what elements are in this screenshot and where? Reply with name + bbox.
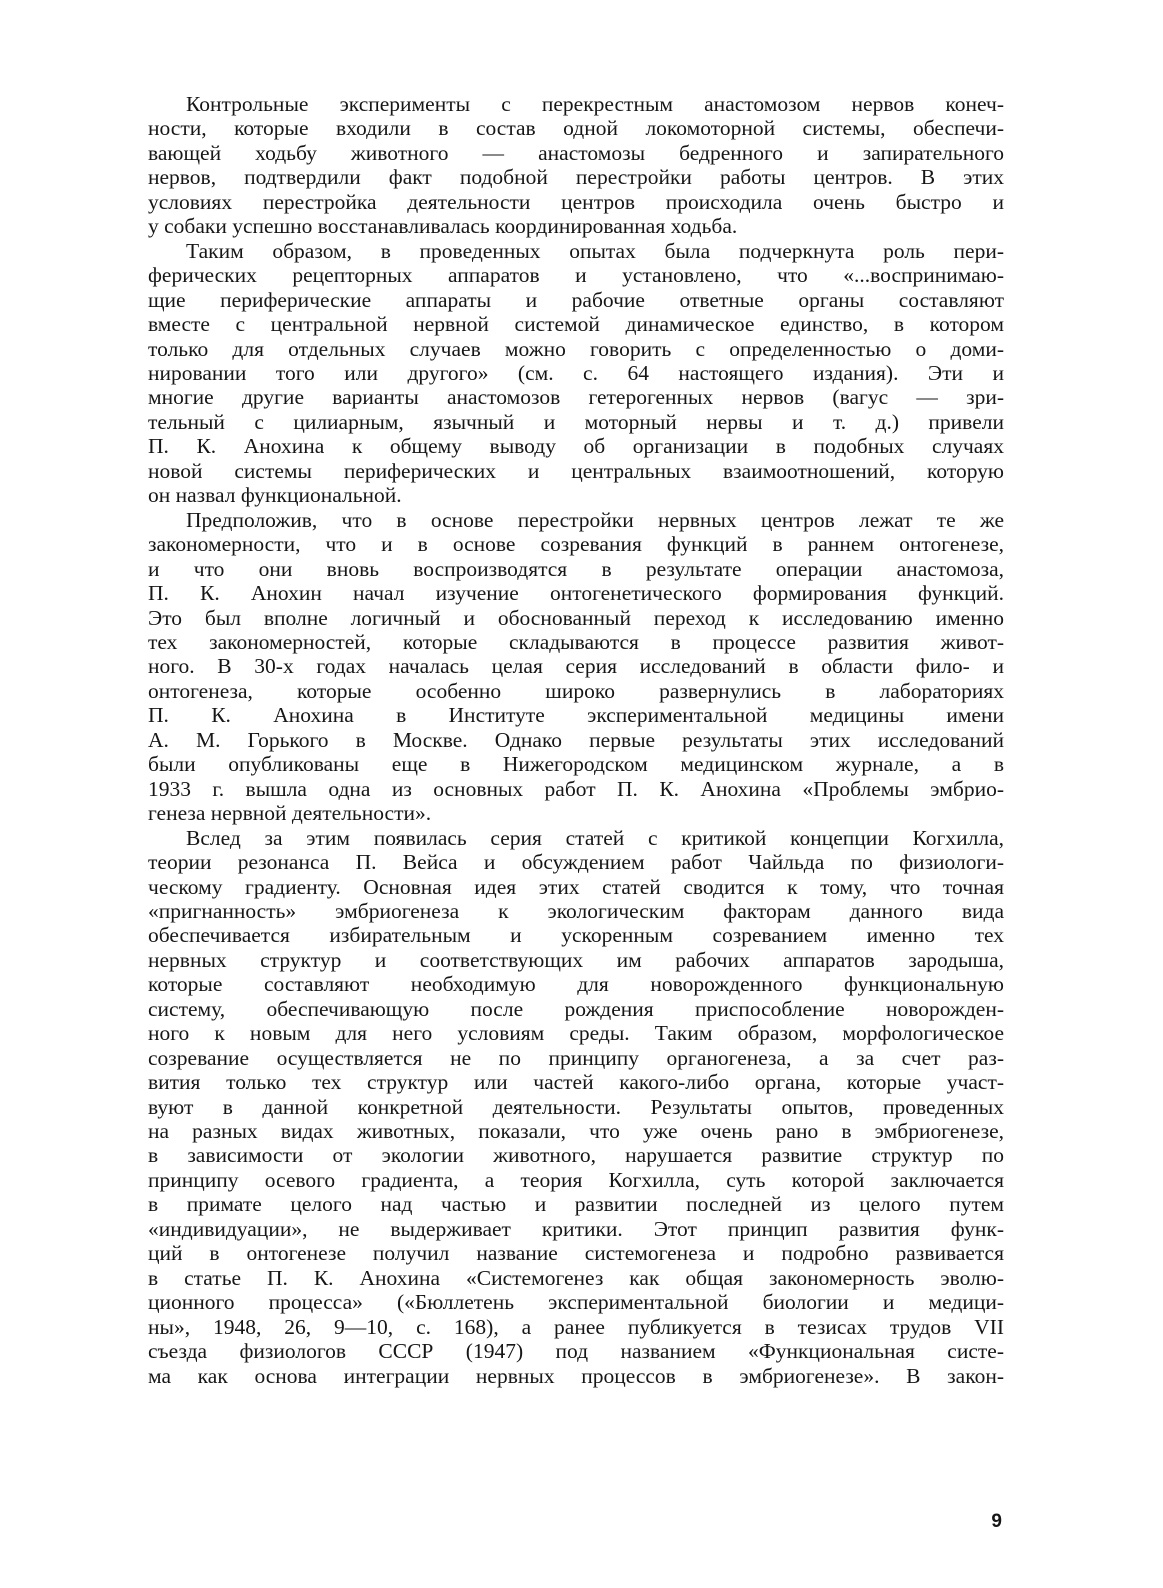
text-line: генеза нервной деятельности». [148,801,432,826]
text-line: новой системы периферических и центральных взаимоотношений, которую [148,458,1004,483]
text-line: в зависимости от экологии животного, нарушается развитие структур по [148,1143,1004,1168]
text-line: и что они вновь воспроизводятся в результате операции анастомоза, [148,556,1004,581]
text-line: Вслед за этим появилась серия статей с критикой концепции Когхилла, [186,825,1004,850]
text-line: Это был вполне логичный и обоснованный переход к исследованию именно [148,605,1004,630]
text-line: Предположив, что в основе перестройки нервных центров лежат те же [186,507,1004,532]
text-line: ности, которые входили в состав одной локомоторной системы, обеспечи- [148,116,1004,141]
text-line: ческому градиенту. Основная идея этих статей сводится к тому, что точная [148,874,1004,899]
document-page [148,92,1004,1388]
text-line: ного к новым для него условиям среды. Таким образом, морфологическое [148,1021,1004,1046]
text-line: только для отдельных случаев можно говорить с определенностью о доми- [148,336,1004,361]
text-line: закономерности, что и в основе созревания функций в раннем онтогенезе, [148,532,1004,557]
text-line: щие периферические аппараты и рабочие ответные органы составляют [148,287,1004,312]
text-line: многие другие варианты анастомозов гетерогенных нервов (вагус — зри- [148,385,1004,410]
text-line: 1933 г. вышла одна из основных работ П. К. Анохина «Проблемы эмбрио- [148,776,1004,801]
paragraph-1 [148,92,1004,239]
paragraph-2 [148,239,1004,508]
text-line: обеспечивается избирательным и ускоренным созреванием именно тех [148,923,1004,948]
text-line: нервов, подтвердили факт подобной перестройки работы центров. В этих [148,165,1004,190]
text-line: нировании того или другого» (см. с. 64 настоящего издания). Эти и [148,360,1004,385]
text-line: тех закономерностей, которые складываются в процессе развития живот- [148,629,1004,654]
text-line: ма как основа интеграции нервных процессов в эмбриогенезе». В закон- [148,1363,1004,1388]
text-line: у собаки успешно восстанавливалась координированная ходьба. [148,214,738,239]
paragraph-3 [148,508,1004,826]
text-line: вместе с центральной нервной системой динамическое единство, в котором [148,312,1004,337]
text-line: условиях перестройка деятельности центров происходила очень быстро и [148,189,1004,214]
text-line: П. К. Анохина в Институте экспериментальной медицины имени [148,703,1004,728]
text-line: на разных видах животных, показали, что уже очень рано в эмбриогенезе, [148,1119,1004,1144]
text-line: нервных структур и соответствующих им рабочих аппаратов зародыша, [148,947,1004,972]
text-line: Контрольные эксперименты с перекрестным анастомозом нервов конеч- [186,92,1004,116]
text-line: он назвал функциональной. [148,483,402,508]
text-line: ций в онтогенезе получил название системогенеза и подробно развивается [148,1241,1004,1266]
text-line: ны», 1948, 26, 9—10, с. 168), а ранее публикуется в тезисах трудов VII [148,1314,1004,1339]
text-line: вуют в данной конкретной деятельности. Результаты опытов, проведенных [148,1094,1004,1119]
page-number: 9 [991,1511,1002,1532]
text-line: «индивидуации», не выдерживает критики. Этот принцип развития функ- [148,1216,1004,1241]
text-line: тельный с цилиарным, язычный и моторный нервы и т. д.) привели [148,409,1004,434]
text-line: в статье П. К. Анохина «Системогенез как общая закономерность эволю- [148,1265,1004,1290]
text-line: систему, обеспечивающую после рождения приспособление новорожден- [148,996,1004,1021]
text-line: ферических рецепторных аппаратов и установлено, что «...воспринимаю- [148,263,1004,288]
text-line: созревание осуществляется не по принципу органогенеза, а за счет раз- [148,1045,1004,1070]
text-line: вающей ходьбу животного — анастомозы бедренного и запирательного [148,140,1004,165]
text-line: вития только тех структур или частей какого-либо органа, которые участ- [148,1070,1004,1095]
text-line: теории резонанса П. Вейса и обсуждением работ Чайльда по физиологи- [148,850,1004,875]
text-line: ного. В 30-х годах началась целая серия исследований в области фило- и [148,654,1004,679]
text-line: Таким образом, в проведенных опытах была подчеркнута роль пери- [186,238,1004,263]
text-line: в примате целого над частью и развитии последней из целого путем [148,1192,1004,1217]
text-line: были опубликованы еще в Нижегородском медицинском журнале, а в [148,752,1004,777]
text-line: П. К. Анохина к общему выводу об организации в подобных случаях [148,434,1004,459]
text-line: «пригнанность» эмбриогенеза к экологическим факторам данного вида [148,898,1004,923]
text-line: П. К. Анохин начал изучение онтогенетического формирования функций. [148,581,1004,606]
text-line: съезда физиологов СССР (1947) под названием «Функциональная систе- [148,1339,1004,1364]
text-line: ционного процесса» («Бюллетень экспериментальной биологии и медици- [148,1290,1004,1315]
text-line: А. М. Горького в Москве. Однако первые результаты этих исследований [148,727,1004,752]
text-line: принципу осевого градиента, а теория Когхилла, суть которой заключается [148,1167,1004,1192]
text-line: которые составляют необходимую для новорожденного функциональную [148,972,1004,997]
text-line: онтогенеза, которые особенно широко развернулись в лабораториях [148,678,1004,703]
paragraph-4 [148,826,1004,1388]
